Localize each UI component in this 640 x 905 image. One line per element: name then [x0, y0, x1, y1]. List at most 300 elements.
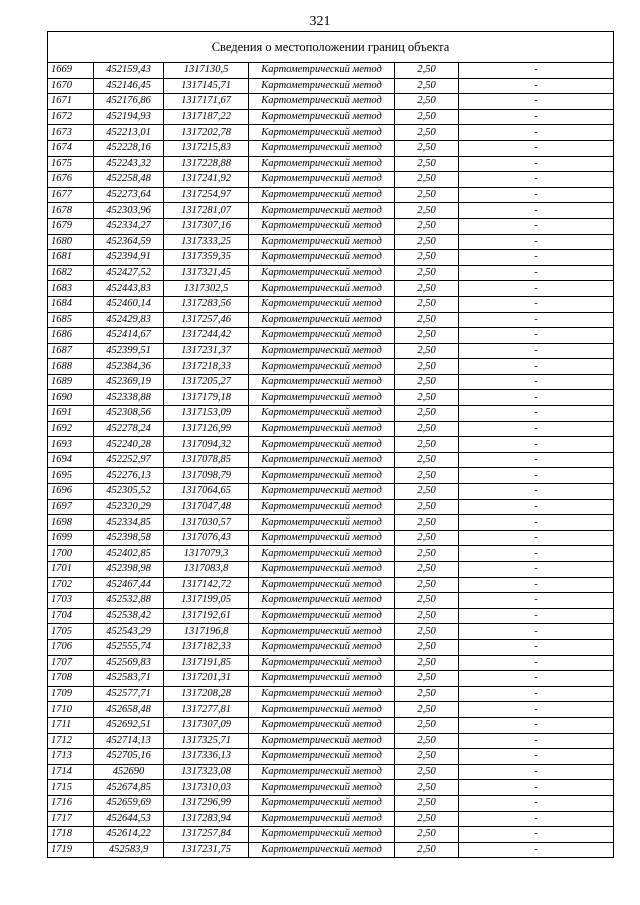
point-number-cell: 1697 [48, 499, 94, 515]
x-coordinate-cell: 452305,52 [94, 484, 164, 500]
method-cell: Картометрический метод [249, 702, 395, 718]
table-row [48, 218, 614, 234]
y-coordinate-cell: 1317283,56 [164, 296, 249, 312]
accuracy-cell: 2,50 [395, 452, 459, 468]
y-coordinate-cell: 1317153,09 [164, 406, 249, 422]
description-cell: - [459, 562, 614, 578]
x-coordinate-cell: 452705,16 [94, 749, 164, 765]
point-number-cell: 1671 [48, 94, 94, 110]
description-cell: - [459, 795, 614, 811]
accuracy-cell: 2,50 [395, 78, 459, 94]
x-coordinate-cell: 452569,83 [94, 655, 164, 671]
description-cell: - [459, 717, 614, 733]
method-cell: Картометрический метод [249, 608, 395, 624]
x-coordinate-cell: 452714,13 [94, 733, 164, 749]
accuracy-cell: 2,50 [395, 250, 459, 266]
method-cell: Картометрический метод [249, 156, 395, 172]
description-cell: - [459, 187, 614, 203]
accuracy-cell: 2,50 [395, 140, 459, 156]
table-row [48, 296, 614, 312]
accuracy-cell: 2,50 [395, 842, 459, 858]
description-cell: - [459, 546, 614, 562]
accuracy-cell: 2,50 [395, 717, 459, 733]
y-coordinate-cell: 1317145,71 [164, 78, 249, 94]
x-coordinate-cell: 452334,85 [94, 515, 164, 531]
description-cell: - [459, 234, 614, 250]
table-row [48, 94, 614, 110]
table-row [48, 125, 614, 141]
method-cell: Картометрический метод [249, 187, 395, 203]
method-cell: Картометрический метод [249, 281, 395, 297]
boundary-table [47, 31, 614, 858]
accuracy-cell: 2,50 [395, 312, 459, 328]
point-number-cell: 1696 [48, 484, 94, 500]
accuracy-cell: 2,50 [395, 686, 459, 702]
y-coordinate-cell: 1317078,85 [164, 452, 249, 468]
x-coordinate-cell: 452443,83 [94, 281, 164, 297]
x-coordinate-cell: 452414,67 [94, 328, 164, 344]
point-number-cell: 1701 [48, 562, 94, 578]
description-cell: - [459, 328, 614, 344]
point-number-cell: 1707 [48, 655, 94, 671]
method-cell: Картометрический метод [249, 140, 395, 156]
table-row [48, 811, 614, 827]
table-row [48, 374, 614, 390]
table-title-row [48, 32, 614, 63]
x-coordinate-cell: 452402,85 [94, 546, 164, 562]
method-cell: Картометрический метод [249, 203, 395, 219]
x-coordinate-cell: 452176,86 [94, 94, 164, 110]
table-row [48, 328, 614, 344]
y-coordinate-cell: 1317171,67 [164, 94, 249, 110]
description-cell: - [459, 671, 614, 687]
method-cell: Картометрический метод [249, 515, 395, 531]
y-coordinate-cell: 1317030,57 [164, 515, 249, 531]
description-cell: - [459, 749, 614, 765]
point-number-cell: 1673 [48, 125, 94, 141]
table-row [48, 577, 614, 593]
y-coordinate-cell: 1317325,71 [164, 733, 249, 749]
description-cell: - [459, 639, 614, 655]
y-coordinate-cell: 1317254,97 [164, 187, 249, 203]
table-row [48, 655, 614, 671]
accuracy-cell: 2,50 [395, 296, 459, 312]
table-row [48, 156, 614, 172]
accuracy-cell: 2,50 [395, 437, 459, 453]
description-cell: - [459, 733, 614, 749]
point-number-cell: 1718 [48, 827, 94, 843]
table-row [48, 437, 614, 453]
method-cell: Картометрический метод [249, 265, 395, 281]
method-cell: Картометрический метод [249, 827, 395, 843]
description-cell: - [459, 296, 614, 312]
method-cell: Картометрический метод [249, 343, 395, 359]
table-row [48, 140, 614, 156]
description-cell: - [459, 624, 614, 640]
x-coordinate-cell: 452398,58 [94, 530, 164, 546]
accuracy-cell: 2,50 [395, 468, 459, 484]
accuracy-cell: 2,50 [395, 63, 459, 79]
x-coordinate-cell: 452427,52 [94, 265, 164, 281]
table-row [48, 608, 614, 624]
x-coordinate-cell: 452398,98 [94, 562, 164, 578]
point-number-cell: 1679 [48, 218, 94, 234]
y-coordinate-cell: 1317241,92 [164, 172, 249, 188]
description-cell: - [459, 499, 614, 515]
accuracy-cell: 2,50 [395, 515, 459, 531]
x-coordinate-cell: 452228,16 [94, 140, 164, 156]
x-coordinate-cell: 452614,22 [94, 827, 164, 843]
y-coordinate-cell: 1317321,45 [164, 265, 249, 281]
x-coordinate-cell: 452278,24 [94, 421, 164, 437]
y-coordinate-cell: 1317142,72 [164, 577, 249, 593]
x-coordinate-cell: 452273,64 [94, 187, 164, 203]
accuracy-cell: 2,50 [395, 172, 459, 188]
y-coordinate-cell: 1317199,05 [164, 593, 249, 609]
method-cell: Картометрический метод [249, 172, 395, 188]
table-row [48, 172, 614, 188]
method-cell: Картометрический метод [249, 78, 395, 94]
y-coordinate-cell: 1317182,33 [164, 639, 249, 655]
point-number-cell: 1678 [48, 203, 94, 219]
accuracy-cell: 2,50 [395, 421, 459, 437]
description-cell: - [459, 515, 614, 531]
point-number-cell: 1717 [48, 811, 94, 827]
y-coordinate-cell: 1317083,8 [164, 562, 249, 578]
x-coordinate-cell: 452644,53 [94, 811, 164, 827]
y-coordinate-cell: 1317215,83 [164, 140, 249, 156]
table-row [48, 109, 614, 125]
method-cell: Картометрический метод [249, 94, 395, 110]
description-cell: - [459, 265, 614, 281]
method-cell: Картометрический метод [249, 811, 395, 827]
description-cell: - [459, 218, 614, 234]
accuracy-cell: 2,50 [395, 827, 459, 843]
method-cell: Картометрический метод [249, 218, 395, 234]
y-coordinate-cell: 1317218,33 [164, 359, 249, 375]
table-row [48, 546, 614, 562]
method-cell: Картометрический метод [249, 717, 395, 733]
point-number-cell: 1716 [48, 795, 94, 811]
method-cell: Картометрический метод [249, 125, 395, 141]
description-cell: - [459, 125, 614, 141]
x-coordinate-cell: 452252,97 [94, 452, 164, 468]
method-cell: Картометрический метод [249, 842, 395, 858]
accuracy-cell: 2,50 [395, 795, 459, 811]
point-number-cell: 1715 [48, 780, 94, 796]
table-row [48, 530, 614, 546]
table-row [48, 312, 614, 328]
point-number-cell: 1719 [48, 842, 94, 858]
y-coordinate-cell: 1317079,3 [164, 546, 249, 562]
y-coordinate-cell: 1317302,5 [164, 281, 249, 297]
description-cell: - [459, 78, 614, 94]
table-row [48, 250, 614, 266]
description-cell: - [459, 468, 614, 484]
table-row [48, 234, 614, 250]
point-number-cell: 1688 [48, 359, 94, 375]
point-number-cell: 1684 [48, 296, 94, 312]
method-cell: Картометрический метод [249, 328, 395, 344]
point-number-cell: 1676 [48, 172, 94, 188]
accuracy-cell: 2,50 [395, 702, 459, 718]
table-row [48, 499, 614, 515]
point-number-cell: 1695 [48, 468, 94, 484]
accuracy-cell: 2,50 [395, 218, 459, 234]
y-coordinate-cell: 1317094,32 [164, 437, 249, 453]
accuracy-cell: 2,50 [395, 499, 459, 515]
x-coordinate-cell: 452538,42 [94, 608, 164, 624]
point-number-cell: 1694 [48, 452, 94, 468]
point-number-cell: 1680 [48, 234, 94, 250]
description-cell: - [459, 780, 614, 796]
method-cell: Картометрический метод [249, 234, 395, 250]
accuracy-cell: 2,50 [395, 234, 459, 250]
accuracy-cell: 2,50 [395, 577, 459, 593]
description-cell: - [459, 608, 614, 624]
x-coordinate-cell: 452276,13 [94, 468, 164, 484]
y-coordinate-cell: 1317336,13 [164, 749, 249, 765]
x-coordinate-cell: 452320,29 [94, 499, 164, 515]
accuracy-cell: 2,50 [395, 374, 459, 390]
table-row [48, 639, 614, 655]
method-cell: Картометрический метод [249, 421, 395, 437]
y-coordinate-cell: 1317126,99 [164, 421, 249, 437]
point-number-cell: 1672 [48, 109, 94, 125]
table-row [48, 827, 614, 843]
x-coordinate-cell: 452338,88 [94, 390, 164, 406]
x-coordinate-cell: 452429,83 [94, 312, 164, 328]
accuracy-cell: 2,50 [395, 530, 459, 546]
method-cell: Картометрический метод [249, 624, 395, 640]
point-number-cell: 1703 [48, 593, 94, 609]
point-number-cell: 1698 [48, 515, 94, 531]
y-coordinate-cell: 1317205,27 [164, 374, 249, 390]
method-cell: Картометрический метод [249, 109, 395, 125]
point-number-cell: 1711 [48, 717, 94, 733]
method-cell: Картометрический метод [249, 593, 395, 609]
table-row [48, 281, 614, 297]
method-cell: Картометрический метод [249, 63, 395, 79]
accuracy-cell: 2,50 [395, 655, 459, 671]
y-coordinate-cell: 1317208,28 [164, 686, 249, 702]
description-cell: - [459, 764, 614, 780]
table-row [48, 795, 614, 811]
x-coordinate-cell: 452334,27 [94, 218, 164, 234]
x-coordinate-cell: 452369,19 [94, 374, 164, 390]
accuracy-cell: 2,50 [395, 749, 459, 765]
description-cell: - [459, 655, 614, 671]
table-row [48, 452, 614, 468]
table-row [48, 780, 614, 796]
point-number-cell: 1709 [48, 686, 94, 702]
accuracy-cell: 2,50 [395, 328, 459, 344]
x-coordinate-cell: 452692,51 [94, 717, 164, 733]
method-cell: Картометрический метод [249, 390, 395, 406]
accuracy-cell: 2,50 [395, 484, 459, 500]
method-cell: Картометрический метод [249, 749, 395, 765]
description-cell: - [459, 281, 614, 297]
table-row [48, 749, 614, 765]
y-coordinate-cell: 1317064,65 [164, 484, 249, 500]
x-coordinate-cell: 452555,74 [94, 639, 164, 655]
description-cell: - [459, 811, 614, 827]
y-coordinate-cell: 1317231,75 [164, 842, 249, 858]
accuracy-cell: 2,50 [395, 546, 459, 562]
method-cell: Картометрический метод [249, 530, 395, 546]
x-coordinate-cell: 452308,56 [94, 406, 164, 422]
point-number-cell: 1702 [48, 577, 94, 593]
point-number-cell: 1699 [48, 530, 94, 546]
accuracy-cell: 2,50 [395, 780, 459, 796]
table-row [48, 515, 614, 531]
point-number-cell: 1704 [48, 608, 94, 624]
x-coordinate-cell: 452384,36 [94, 359, 164, 375]
accuracy-cell: 2,50 [395, 265, 459, 281]
point-number-cell: 1682 [48, 265, 94, 281]
table-row [48, 733, 614, 749]
point-number-cell: 1712 [48, 733, 94, 749]
x-coordinate-cell: 452394,91 [94, 250, 164, 266]
y-coordinate-cell: 1317283,94 [164, 811, 249, 827]
y-coordinate-cell: 1317196,8 [164, 624, 249, 640]
y-coordinate-cell: 1317098,79 [164, 468, 249, 484]
method-cell: Картометрический метод [249, 764, 395, 780]
y-coordinate-cell: 1317244,42 [164, 328, 249, 344]
accuracy-cell: 2,50 [395, 281, 459, 297]
method-cell: Картометрический метод [249, 780, 395, 796]
table-title: Сведения о местоположении границ объекта [48, 32, 614, 63]
x-coordinate-cell: 452399,51 [94, 343, 164, 359]
x-coordinate-cell: 452460,14 [94, 296, 164, 312]
description-cell: - [459, 593, 614, 609]
description-cell: - [459, 530, 614, 546]
description-cell: - [459, 484, 614, 500]
y-coordinate-cell: 1317307,16 [164, 218, 249, 234]
description-cell: - [459, 203, 614, 219]
table-row [48, 359, 614, 375]
description-cell: - [459, 827, 614, 843]
point-number-cell: 1674 [48, 140, 94, 156]
method-cell: Картометрический метод [249, 406, 395, 422]
y-coordinate-cell: 1317257,84 [164, 827, 249, 843]
y-coordinate-cell: 1317281,07 [164, 203, 249, 219]
y-coordinate-cell: 1317323,08 [164, 764, 249, 780]
x-coordinate-cell: 452532,88 [94, 593, 164, 609]
point-number-cell: 1708 [48, 671, 94, 687]
table-row [48, 343, 614, 359]
method-cell: Картометрический метод [249, 312, 395, 328]
accuracy-cell: 2,50 [395, 733, 459, 749]
point-number-cell: 1670 [48, 78, 94, 94]
accuracy-cell: 2,50 [395, 187, 459, 203]
accuracy-cell: 2,50 [395, 109, 459, 125]
table-row [48, 764, 614, 780]
y-coordinate-cell: 1317202,78 [164, 125, 249, 141]
table-row [48, 203, 614, 219]
y-coordinate-cell: 1317191,85 [164, 655, 249, 671]
accuracy-cell: 2,50 [395, 390, 459, 406]
y-coordinate-cell: 1317130,5 [164, 63, 249, 79]
point-number-cell: 1700 [48, 546, 94, 562]
y-coordinate-cell: 1317192,61 [164, 608, 249, 624]
x-coordinate-cell: 452159,43 [94, 63, 164, 79]
page-number: 321 [309, 14, 331, 29]
y-coordinate-cell: 1317296,99 [164, 795, 249, 811]
y-coordinate-cell: 1317277,81 [164, 702, 249, 718]
description-cell: - [459, 437, 614, 453]
point-number-cell: 1706 [48, 639, 94, 655]
accuracy-cell: 2,50 [395, 203, 459, 219]
table-row [48, 671, 614, 687]
x-coordinate-cell: 452213,01 [94, 125, 164, 141]
accuracy-cell: 2,50 [395, 359, 459, 375]
point-number-cell: 1681 [48, 250, 94, 266]
description-cell: - [459, 94, 614, 110]
x-coordinate-cell: 452583,71 [94, 671, 164, 687]
description-cell: - [459, 140, 614, 156]
description-cell: - [459, 842, 614, 858]
table-row [48, 421, 614, 437]
accuracy-cell: 2,50 [395, 593, 459, 609]
accuracy-cell: 2,50 [395, 406, 459, 422]
method-cell: Картометрический метод [249, 795, 395, 811]
table-row [48, 624, 614, 640]
x-coordinate-cell: 452364,59 [94, 234, 164, 250]
point-number-cell: 1710 [48, 702, 94, 718]
table-row [48, 686, 614, 702]
y-coordinate-cell: 1317047,48 [164, 499, 249, 515]
point-number-cell: 1677 [48, 187, 94, 203]
x-coordinate-cell: 452674,85 [94, 780, 164, 796]
method-cell: Картометрический метод [249, 577, 395, 593]
method-cell: Картометрический метод [249, 562, 395, 578]
x-coordinate-cell: 452194,93 [94, 109, 164, 125]
point-number-cell: 1683 [48, 281, 94, 297]
x-coordinate-cell: 452690 [94, 764, 164, 780]
x-coordinate-cell: 452258,48 [94, 172, 164, 188]
method-cell: Картометрический метод [249, 546, 395, 562]
y-coordinate-cell: 1317076,43 [164, 530, 249, 546]
accuracy-cell: 2,50 [395, 671, 459, 687]
point-number-cell: 1693 [48, 437, 94, 453]
description-cell: - [459, 406, 614, 422]
table-row [48, 562, 614, 578]
accuracy-cell: 2,50 [395, 125, 459, 141]
x-coordinate-cell: 452659,69 [94, 795, 164, 811]
table-row [48, 468, 614, 484]
y-coordinate-cell: 1317228,88 [164, 156, 249, 172]
description-cell: - [459, 156, 614, 172]
table-row [48, 78, 614, 94]
table-row [48, 484, 614, 500]
x-coordinate-cell: 452543,29 [94, 624, 164, 640]
method-cell: Картометрический метод [249, 468, 395, 484]
method-cell: Картометрический метод [249, 733, 395, 749]
description-cell: - [459, 250, 614, 266]
y-coordinate-cell: 1317231,37 [164, 343, 249, 359]
accuracy-cell: 2,50 [395, 156, 459, 172]
point-number-cell: 1687 [48, 343, 94, 359]
accuracy-cell: 2,50 [395, 624, 459, 640]
y-coordinate-cell: 1317187,22 [164, 109, 249, 125]
description-cell: - [459, 63, 614, 79]
table-row [48, 187, 614, 203]
accuracy-cell: 2,50 [395, 94, 459, 110]
method-cell: Картометрический метод [249, 499, 395, 515]
description-cell: - [459, 452, 614, 468]
method-cell: Картометрический метод [249, 639, 395, 655]
